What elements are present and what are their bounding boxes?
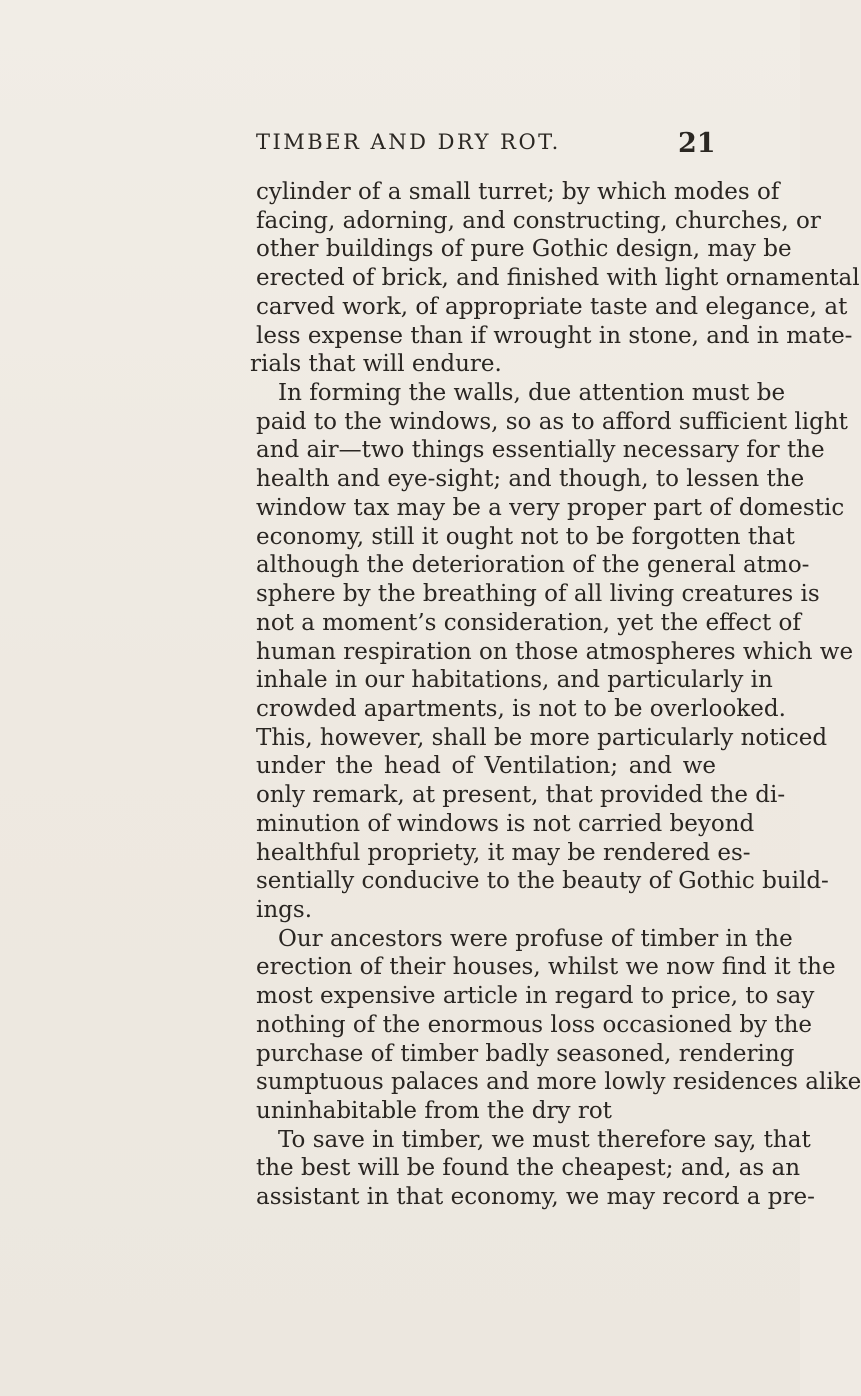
- running-title: TIMBER AND DRY ROT.: [256, 130, 561, 154]
- text-line: only remark, at present, that provided the di-: [256, 782, 786, 809]
- text-line: sentially conducive to the beauty of Gothic build-: [256, 868, 829, 895]
- text-line: crowded apartments, is not to be overlooked.: [256, 695, 786, 722]
- text-line: sumptuous palaces and more lowly residences alike: [256, 1069, 861, 1096]
- page-header: [256, 130, 716, 170]
- text-line: window tax may be a very proper part of domestic: [256, 494, 845, 521]
- text-line: assistant in that economy, we may record a pre-: [256, 1184, 815, 1211]
- text-line: the best will be found the cheapest; and, as an: [256, 1155, 801, 1182]
- text-line: most expensive article in regard to price, to say: [256, 983, 815, 1010]
- text-line: health and eye-sight; and though, to lessen the: [256, 466, 805, 493]
- text-line: sphere by the breathing of all living creatures is: [256, 581, 820, 608]
- text-line: paid to the windows, so as to afford sufficient light: [256, 408, 848, 435]
- text-line: other buildings of pure Gothic design, may be: [256, 236, 792, 263]
- text-line: facing, adorning, and constructing, churches, or: [256, 207, 821, 234]
- text-line: ings.: [256, 896, 313, 923]
- paragraph-start-line: To save in timber, we must therefore say, that: [278, 1126, 811, 1153]
- text-line: and air—two things essentially necessary for the: [256, 437, 825, 464]
- text-line: although the deterioration of the general atmo-: [256, 552, 810, 579]
- text-line: erected of brick, and finished with light ornamental: [256, 265, 860, 292]
- paragraph-start-line: In forming the walls, due attention must be: [278, 380, 786, 407]
- text-line: human respiration on those atmospheres which we: [256, 638, 854, 665]
- text-line: inhale in our habitations, and particularly in: [256, 667, 773, 694]
- text-line: not a moment’s consideration, yet the effect of: [256, 609, 801, 636]
- text-line: cylinder of a small turret; by which modes of: [256, 179, 780, 205]
- text-line: rials that will endure.: [250, 351, 502, 378]
- page-body-text: [250, 178, 861, 1212]
- text-line: erection of their houses, whilst we now find it the: [256, 954, 836, 981]
- text-line: under the head of Ventilation; and we: [256, 753, 716, 780]
- text-line: This, however, shall be more particularly noticed: [256, 724, 828, 751]
- text-line: healthful propriety, it may be rendered es-: [256, 839, 751, 866]
- text-line: purchase of timber badly seasoned, rendering: [256, 1040, 795, 1067]
- text-line: carved work, of appropriate taste and elegance, at: [256, 293, 848, 320]
- text-line: economy, still it ought not to be forgotten that: [256, 523, 795, 550]
- page-number: 21: [678, 128, 716, 159]
- text-line: less expense than if wrought in stone, and in mate-: [256, 322, 853, 349]
- text-line: minution of windows is not carried beyond: [256, 810, 755, 837]
- text-line: uninhabitable from the dry rot: [256, 1098, 612, 1124]
- paragraph-start-line: Our ancestors were profuse of timber in the: [278, 925, 793, 952]
- text-line: nothing of the enormous loss occasioned by the: [256, 1011, 813, 1038]
